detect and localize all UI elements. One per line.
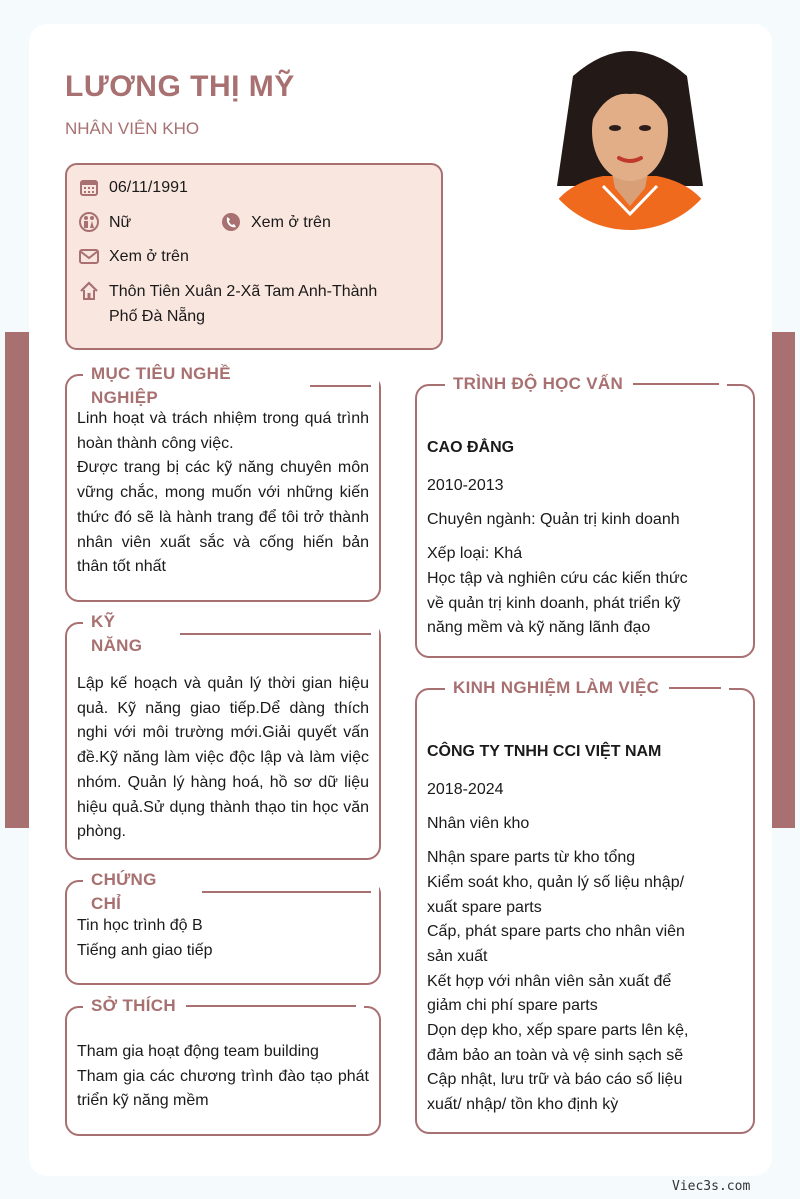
- address-line2: Phố Đà Nẵng: [109, 308, 206, 325]
- duty-line: Dọn dẹp kho, xếp spare parts lên kệ,: [427, 1022, 689, 1040]
- duty-line: đảm bảo an toàn và vệ sinh sạch sẽ: [427, 1046, 684, 1064]
- birthday-row: [79, 175, 188, 200]
- education-desc-line: Học tập và nghiên cứu các kiến thức: [427, 569, 688, 587]
- education-title-text: TRÌNH ĐỘ HỌC VẤN: [453, 374, 624, 393]
- certificates-title-text: CHỨNG CHỈ: [91, 870, 157, 913]
- education-section: [415, 374, 755, 658]
- right-accent-bar: [772, 332, 795, 828]
- skills-paragraph: Lập kế hoạch và quản lý thời gian hiệu quả. Kỹ năng giao tiếp.Dể dàng thích nghi với môi trường mới.Giải quyết vấn đề.Kỹ năng làm việc độc lập và làm việc nhóm. Quản lý hàng hoá, hồ sơ dữ liệu hiệu quả.Sử dụng thành thạo tin học văn phòng.: [77, 675, 369, 841]
- certificate-item: Tin học trình độ B: [77, 917, 203, 934]
- mail-icon: [79, 246, 99, 266]
- profile-photo-illustration: [533, 36, 727, 230]
- address-line1: Thôn Tiên Xuân 2-Xã Tam Anh-Thành: [109, 283, 378, 300]
- skills-section: [65, 612, 381, 860]
- education-desc-line: về quản trị kinh doanh, phát triển kỹ: [427, 594, 681, 612]
- hobbies-title: [83, 994, 364, 1018]
- education-major: Chuyên ngành: Quản trị kinh doanh: [427, 511, 680, 529]
- education-school: CAO ĐẲNG: [427, 439, 515, 456]
- education-body: [427, 436, 743, 641]
- watermark: Viec3s.com: [672, 1179, 751, 1194]
- hobby-item: Tham gia hoạt động team building: [77, 1043, 319, 1060]
- education-title: [445, 372, 727, 396]
- skills-title-text: KỸ NĂNG: [91, 612, 143, 655]
- experience-period: 2018-2024: [427, 780, 504, 798]
- objective-section: [65, 364, 381, 602]
- hobbies-body: [77, 1040, 369, 1114]
- experience-body: [427, 740, 743, 1118]
- phone-value: Xem ở trên: [251, 214, 331, 231]
- phone-icon: [221, 212, 241, 232]
- calendar-icon: [79, 177, 99, 197]
- hobbies-section: [65, 996, 381, 1136]
- duty-line: Cập nhật, lưu trữ và báo cáo số liệu: [427, 1071, 683, 1089]
- birthday-value: 06/11/1991: [109, 179, 188, 196]
- objective-paragraph-2: Được trang bị các kỹ năng chuyên môn vững chắc, mong muốn với những kiến thức đó sẽ là hành trang để tôi trở thành nhân viên xuất sắc và cống hiến bản thân tốt nhất: [77, 459, 369, 576]
- certificates-title: [83, 868, 379, 916]
- skills-title: [83, 610, 379, 658]
- duty-line: xuất/ nhập/ tồn kho định kỳ: [427, 1096, 619, 1114]
- education-period: 2010-2013: [427, 476, 504, 494]
- title-rule: [310, 385, 371, 387]
- experience-duties: [427, 846, 743, 1118]
- email-row: [79, 244, 189, 269]
- duty-line: xuất spare parts: [427, 898, 542, 916]
- duty-line: Nhận spare parts từ kho tổng: [427, 849, 636, 867]
- experience-position: Nhân viên kho: [427, 815, 530, 833]
- profile-photo: [533, 36, 727, 230]
- title-rule: [202, 891, 371, 893]
- title-rule: [669, 687, 721, 689]
- certificates-section: [65, 870, 381, 985]
- gender-row: [79, 210, 131, 235]
- experience-title-text: KINH NGHIỆM LÀM VIỆC: [453, 678, 660, 697]
- education-grade: Xếp loại: Khá: [427, 545, 523, 563]
- objective-title-text: MỤC TIÊU NGHỀ NGHIỆP: [91, 364, 231, 407]
- certificates-body: [77, 914, 369, 963]
- duty-line: Cấp, phát spare parts cho nhân viên: [427, 923, 685, 941]
- title-rule: [633, 383, 719, 385]
- objective-title: [83, 362, 379, 410]
- skills-body: [77, 672, 369, 845]
- duty-line: Kiểm soát kho, quản lý số liệu nhập/: [427, 873, 685, 891]
- candidate-name: LƯƠNG THỊ MỸ: [65, 70, 295, 103]
- experience-title: [445, 676, 729, 700]
- title-rule: [180, 633, 371, 635]
- experience-company: CÔNG TY TNHH CCI VIỆT NAM: [427, 743, 662, 760]
- hobbies-title-text: SỞ THÍCH: [91, 996, 176, 1015]
- hobby-item: Tham gia các chương trình đào tạo phát triển kỹ năng mềm: [77, 1067, 369, 1110]
- education-desc-line: năng mềm và kỹ năng lãnh đạo: [427, 619, 651, 637]
- email-value: Xem ở trên: [109, 248, 189, 265]
- job-title: NHÂN VIÊN KHO: [65, 119, 200, 138]
- duty-line: Kết hợp với nhân viên sản xuất để: [427, 972, 672, 990]
- experience-section: [415, 678, 755, 1134]
- home-icon: [79, 281, 99, 301]
- certificate-item: Tiếng anh giao tiếp: [77, 941, 213, 959]
- gender-value: Nữ: [109, 214, 132, 231]
- duty-line: giảm chi phí spare parts: [427, 997, 598, 1015]
- objective-paragraph-1: Linh hoạt và trách nhiệm trong quá trình hoàn thành công việc.: [77, 410, 369, 452]
- address-value: [109, 279, 377, 329]
- title-rule: [186, 1005, 356, 1007]
- address-row: [79, 279, 377, 329]
- duty-line: sản xuất: [427, 947, 488, 965]
- contact-info-box: [65, 163, 443, 350]
- gender-icon: [79, 212, 99, 232]
- objective-body: [77, 407, 369, 580]
- phone-row: [221, 210, 331, 235]
